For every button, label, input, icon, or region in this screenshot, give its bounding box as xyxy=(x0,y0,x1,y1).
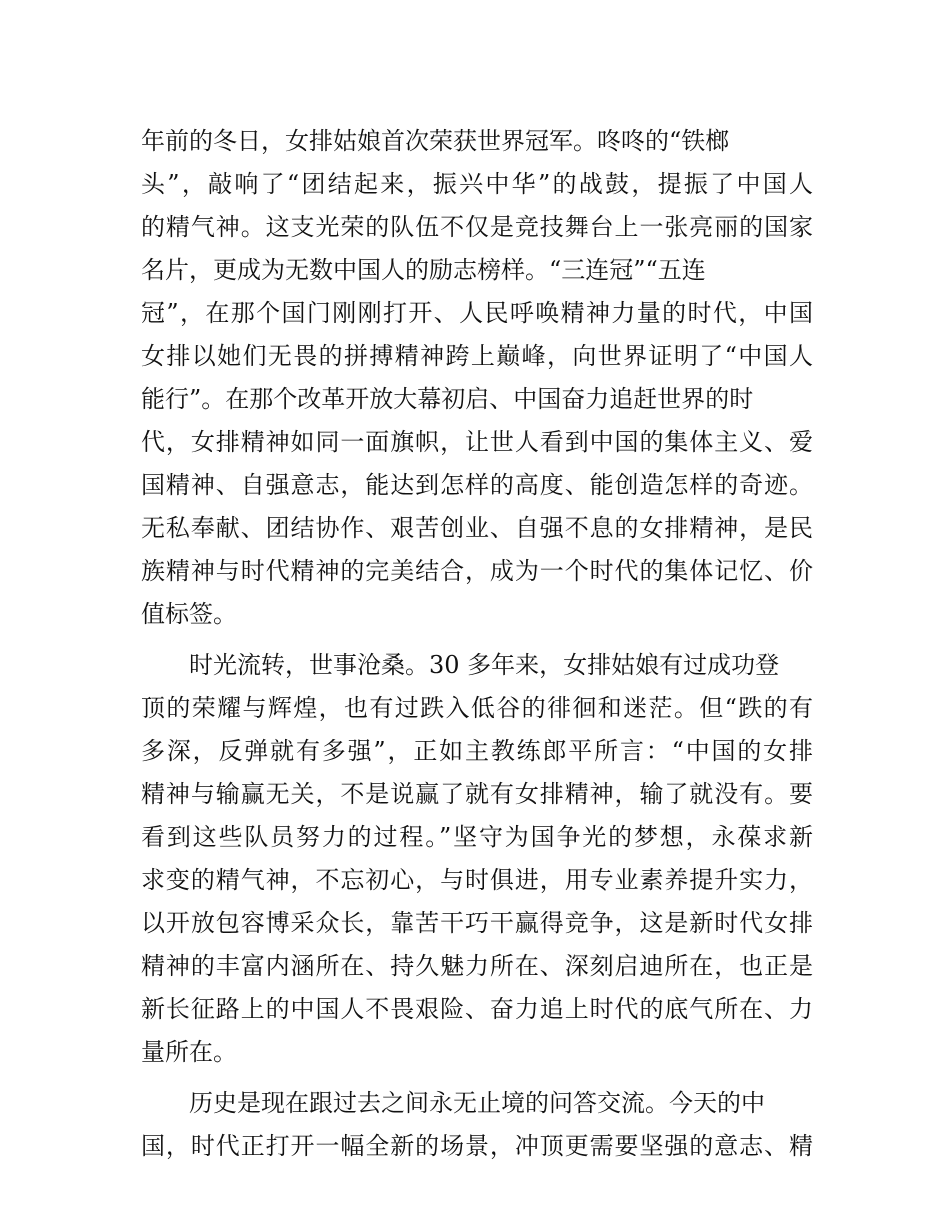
text-line: 族精神与时代精神的完美结合，成为一个时代的集体记忆、价 xyxy=(141,557,813,585)
paragraph-3 xyxy=(141,1082,813,1168)
text-line: 女排以她们无畏的拼搏精神跨上巅峰，向世界证明了“中国人 xyxy=(141,342,813,370)
text-line: 以开放包容博采众长，靠苦干巧干赢得竞争，这是新时代女排 xyxy=(141,909,813,937)
text-line: 名片，更成为无数中国人的励志榜样。“三连冠”“五连 xyxy=(141,256,706,284)
paragraph-1 xyxy=(141,120,813,636)
text-line: 国，时代正打开一幅全新的场景，冲顶更需要坚强的意志、精 xyxy=(141,1132,813,1160)
text-line: 求变的精气神，不忘初心，与时俱进，用专业素养提升实力， xyxy=(141,866,813,894)
paragraph-gap xyxy=(141,1074,813,1082)
text-line: 时光流转，世事沧桑。30 多年来，女排姑娘有过成功登 xyxy=(189,651,780,679)
text-line: 多深，反弹就有多强”，正如主教练郎平所言：“中国的女排 xyxy=(141,737,813,765)
paragraph-gap xyxy=(141,636,813,644)
text-line: 年前的冬日，女排姑娘首次荣获世界冠军。咚咚的“铁榔 xyxy=(141,127,730,155)
text-line: 代，女排精神如同一面旗帜，让世人看到中国的集体主义、爱 xyxy=(141,428,813,456)
text-line: 的精气神。这支光荣的队伍不仅是竞技舞台上一张亮丽的国家 xyxy=(141,213,813,241)
text-line: 量所在。 xyxy=(141,1038,237,1066)
text-line: 值标签。 xyxy=(141,600,237,628)
text-line: 国精神、自强意志，能达到怎样的高度、能创造怎样的奇迹。 xyxy=(141,471,813,499)
text-line: 顶的荣耀与辉煌，也有过跌入低谷的徘徊和迷茫。但“跌的有 xyxy=(141,694,813,722)
text-line: 无私奉献、团结协作、艰苦创业、自强不息的女排精神，是民 xyxy=(141,514,813,542)
text-line: 冠”，在那个国门刚刚打开、人民呼唤精神力量的时代，中国 xyxy=(141,299,813,327)
text-line: 新长征路上的中国人不畏艰险、奋力追上时代的底气所在、力 xyxy=(141,995,813,1023)
paragraph-2 xyxy=(141,644,813,1074)
text-line: 精神的丰富内涵所在、持久魅力所在、深刻启迪所在，也正是 xyxy=(141,952,813,980)
text-line: 看到这些队员努力的过程。”坚守为国争光的梦想，永葆求新 xyxy=(141,823,813,851)
text-line: 精神与输赢无关，不是说赢了就有女排精神，输了就没有。要 xyxy=(141,780,813,808)
text-line: 头”，敲响了“团结起来，振兴中华”的战鼓，提振了中国人 xyxy=(141,170,813,198)
document-page xyxy=(141,120,813,1168)
text-line: 能行”。在那个改革开放大幕初启、中国奋力追赶世界的时 xyxy=(141,385,754,413)
text-line: 历史是现在跟过去之间永无止境的问答交流。今天的中 xyxy=(189,1089,765,1117)
